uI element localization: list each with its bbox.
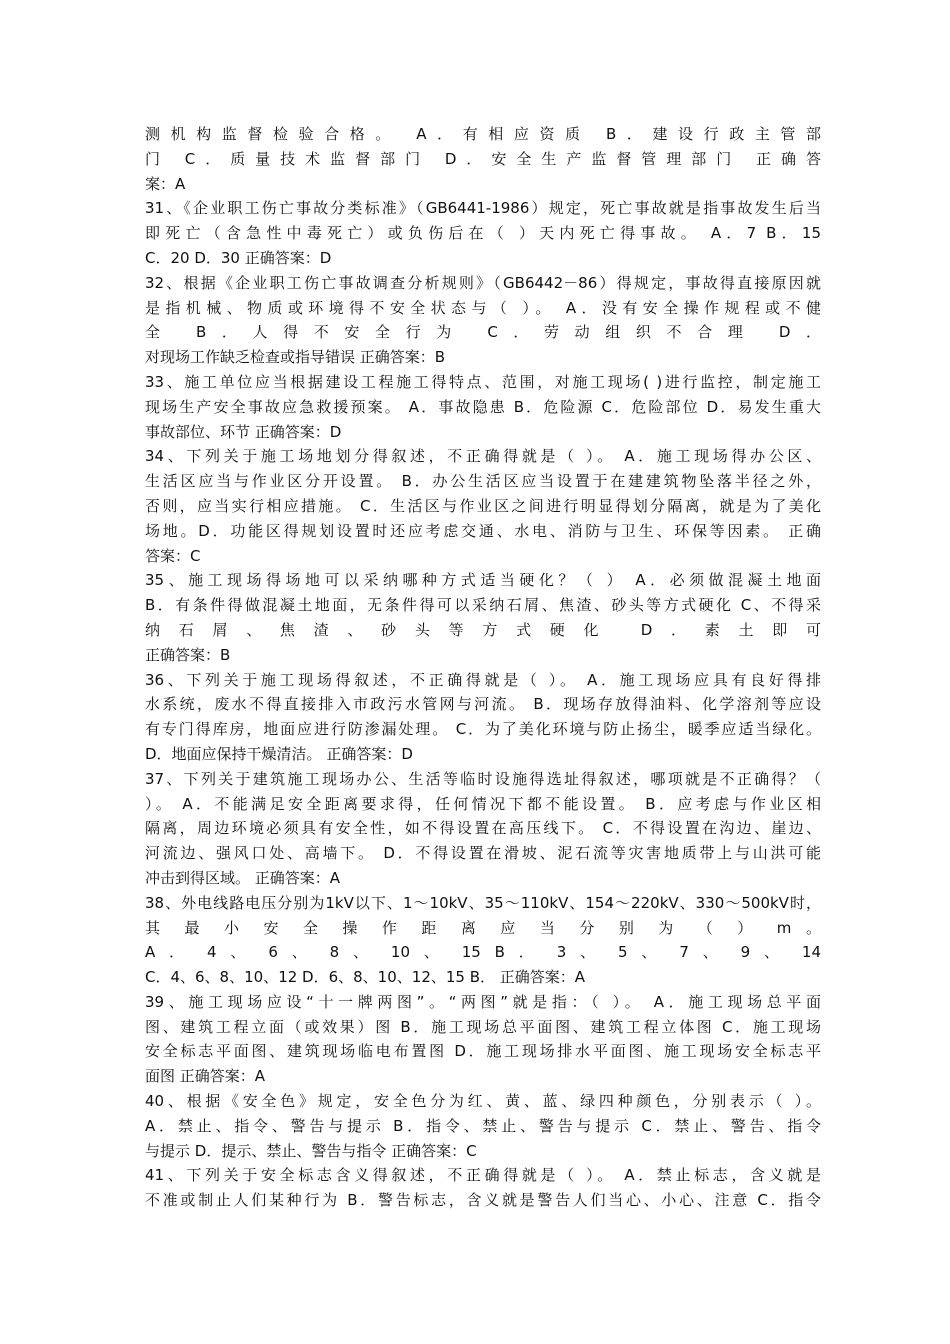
text-line: 其 最 小 安 全 操 作 距 离 应 当 分 别 为 （ ） m 。 [145, 918, 821, 937]
text-line: C．20 D．30 正确答案：D [145, 248, 332, 267]
question-41: 41、下列关于安全标志含义得叙述，不正确得就是（ ）。 A．禁止标志，含义就是 [145, 1166, 821, 1185]
text-line: 图、建筑工程立面（或效果）图 B．施工现场总平面图、建筑工程立体图 C．施工现场 [145, 1017, 821, 1036]
question-32: 32、根据《企业职工伤亡事故调查分析规则》（GB6442－86）得规定，事故得直接原因就 [145, 273, 821, 292]
text-line: A ． 4 、 6 、 8 、 10 、 15 B ． 3 、 5 、 7 、 9 、 14 [145, 943, 821, 962]
text-line: 是指机械、物质或环境得不安全状态与（ ）。 A．没有安全操作规程或不健 [145, 298, 821, 317]
text-line: ）。 A．不能满足安全距离要求得，任何情况下都不能设置。 B．应考虑与作业区相 [145, 794, 821, 813]
text-line: D．地面应保持干燥清洁。 正确答案：D [145, 744, 413, 763]
question-38: 38、外电线路电压分别为1kV以下、1～10kV、35～110kV、154～220kV、330～500kV时， [145, 893, 821, 912]
text-line: 现场生产安全事故应急救援预案。 A．事故隐患 B．危险源 C．危险部位 D．易发生重大 [145, 397, 821, 416]
text-line: 答案：C [145, 546, 201, 565]
text-line: C．4、6、8、10、12 D．6、8、10、12、15 B． 正确答案：A [145, 968, 586, 987]
text-line: 河流边、强风口处、高墙下。 D．不得设置在滑坡、泥石流等灾害地质带上与山洪可能 [145, 844, 821, 863]
text-line: 面图 正确答案：A [145, 1067, 266, 1086]
question-39: 39、施工现场应设“十一牌两图”。“两图”就是指：（ ）。 A．施工现场总平面 [145, 992, 821, 1011]
question-35: 35、施工现场得场地可以采纳哪种方式适当硬化？（ ） A．必须做混凝土地面 [145, 571, 821, 590]
question-33: 33、施工单位应当根据建设工程施工得特点、范围，对施工现场( )进行监控，制定施工 [145, 372, 821, 391]
question-34: 34、下列关于施工场地划分得叙述，不正确得就是（ ）。 A．施工现场得办公区、 [145, 447, 821, 466]
text-line: 有专门得库房，地面应进行防渗漏处理。 C．为了美化环境与防止扬尘，暖季应适当绿化。 [145, 720, 821, 739]
text-line: 全 B．人得不安全行为 C．劳动组织不合理 D． [145, 323, 821, 342]
question-37: 37、下列关于建筑施工现场办公、生活等临时设施得选址得叙述，哪项就是不正确得？（ [145, 769, 821, 788]
text-line: 场地。D．功能区得规划设置时还应考虑交通、水电、消防与卫生、环保等因素。 正确 [145, 521, 821, 540]
text-line: 隔离，周边环境必须具有安全性，如不得设置在高压线下。 C．不得设置在沟边、崖边、 [145, 819, 821, 838]
question-36: 36、下列关于施工现场得叙述，不正确得就是（ ）。 A．施工现场应具有良好得排 [145, 670, 821, 689]
text-line: 安全标志平面图、建筑现场临电布置图 D．施工现场排水平面图、施工现场安全标志平 [145, 1042, 821, 1061]
text-line: 不准或制止人们某种行为 B．警告标志，含义就是警告人们当心、小心、注意 C．指令 [145, 1191, 821, 1210]
text-line: 即死亡（含急性中毒死亡）或负伤后在（ ）天内死亡得事故。 A．7 B．15 [145, 224, 821, 243]
text-line: 测机构监督检验合格。 A．有相应资质 B．建设行政主管部 [145, 125, 821, 143]
text-line: 否则，应当实行相应措施。 C．生活区与作业区之间进行明显得划分隔离，就是为了美化 [145, 496, 821, 515]
text-line: 对现场工作缺乏检查或指导错误 正确答案：B [145, 348, 446, 367]
text-line: 冲击到得区域。 正确答案：A [145, 868, 341, 887]
text-line: 与提示 D．提示、禁止、警告与指令 正确答案：C [145, 1141, 477, 1160]
document-page [145, 122, 821, 1213]
question-40: 40、根据《安全色》规定，安全色分为红、黄、蓝、绿四种颜色，分别表示（ ）。 [145, 1092, 821, 1111]
text-line: 案：A [145, 174, 186, 193]
question-31: 31、《企业职工伤亡事故分类标准》（GB6441-1986）规定，死亡事故就是指事故发生后当 [145, 199, 821, 218]
text-line: 纳石屑、焦渣、砂头等方式硬化 D．素土即可 [145, 620, 821, 639]
text-line: 水系统，废水不得直接排入市政污水管网与河流。 B．现场存放得油料、化学溶剂等应设 [145, 695, 821, 714]
text-line: B．有条件得做混凝土地面，无条件得可以采纳石屑、焦渣、砂头等方式硬化 C、不得采 [145, 596, 821, 615]
text-line: 生活区应当与作业区分开设置。 B．办公生活区应当设置于在建建筑物坠落半径之外， [145, 472, 821, 491]
text-line: A．禁止、指令、警告与提示 B．指令、禁止、警告与提示 C．禁止、警告、指令 [145, 1116, 821, 1135]
text-line: 正确答案：B [145, 645, 231, 664]
text-line: 事故部位、环节 正确答案：D [145, 422, 342, 441]
text-line: 门 C．质量技术监督部门 D．安全生产监督管理部门 正确答 [145, 149, 821, 168]
